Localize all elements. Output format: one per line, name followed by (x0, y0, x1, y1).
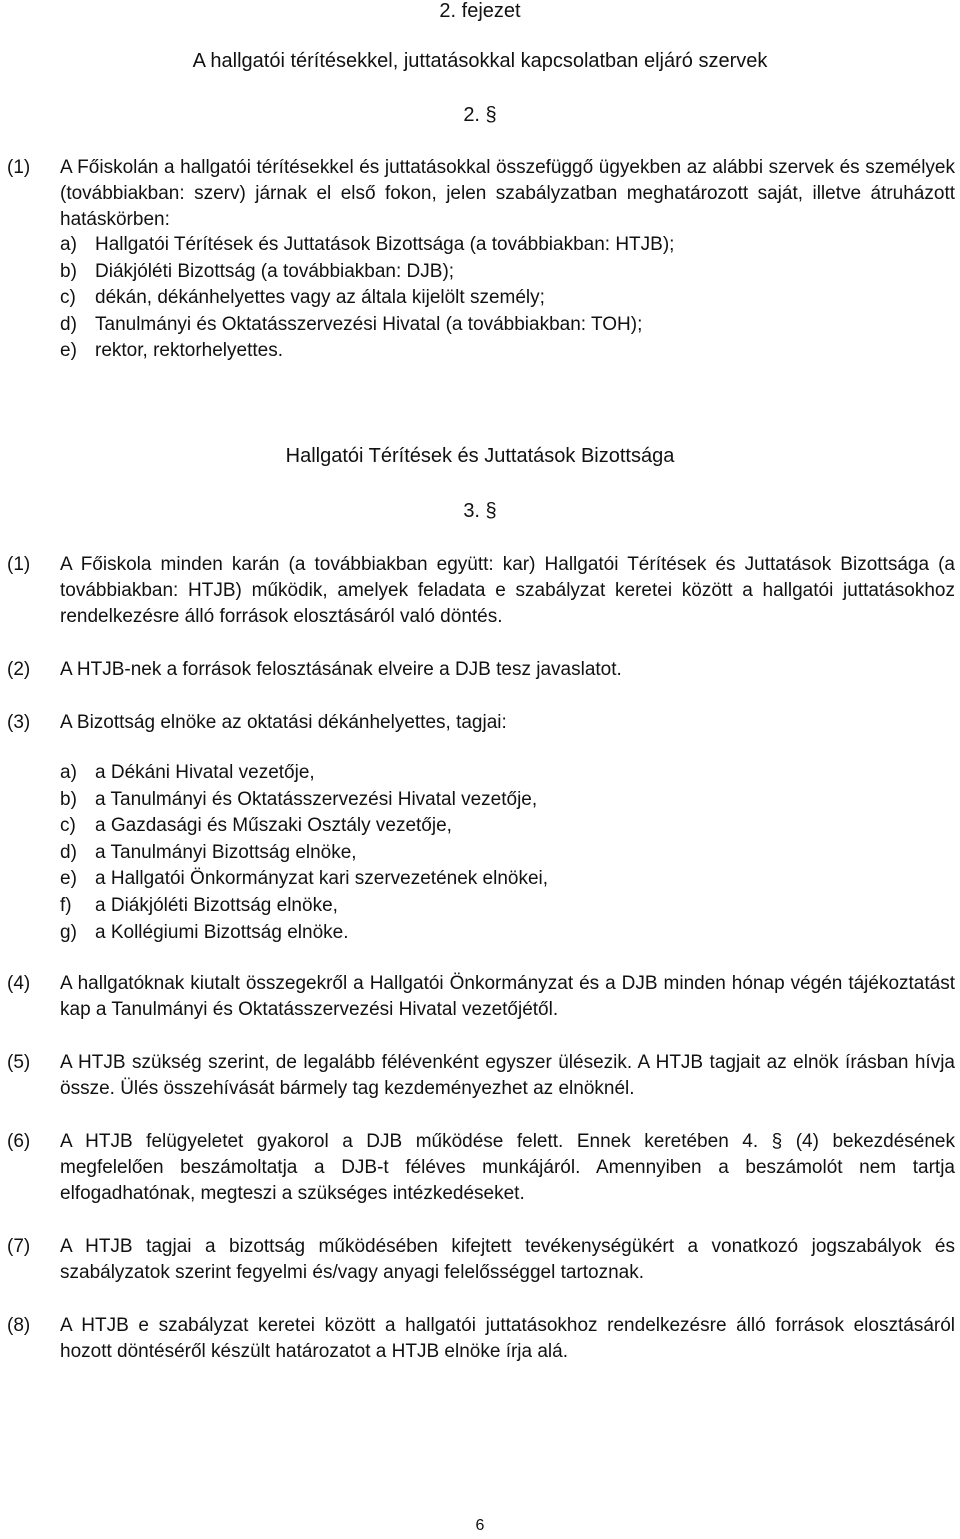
list-text: a Kollégiumi Bizottság elnöke. (95, 921, 349, 943)
committee-members-list (60, 760, 940, 946)
page-number: 6 (475, 1517, 485, 1534)
list-text: rektor, rektorhelyettes. (95, 340, 283, 362)
list-item (60, 232, 940, 259)
list-text: dékán, dékánhelyettes vagy az általa kijelölt személy; (95, 287, 545, 309)
list-label: c) (60, 815, 76, 837)
list-label: g) (60, 921, 77, 943)
list-item (60, 813, 940, 840)
chapter-label: 2. fejezet (439, 0, 521, 22)
section-2-organ-list (60, 232, 940, 365)
list-text: a Gazdasági és Műszaki Osztály vezetője, (95, 815, 452, 837)
list-text: a Tanulmányi Bizottság elnöke, (95, 841, 357, 863)
paragraph-number: (1) (7, 157, 31, 178)
paragraph-number: (7) (7, 1236, 31, 1257)
paragraph-number: (5) (7, 1052, 31, 1073)
list-text: a Dékáni Hivatal vezetője, (95, 762, 315, 783)
paragraph-text: A Főiskolán a hallgatói térítésekkel és juttatásokkal összefüggő ügyekben az alábbi szervek és személyek (továbbiakban: szerv) járnak el első fokon, jelen szabályzatban meghatározott saját, illetve átruházott hatáskörben: (60, 157, 955, 230)
list-label: c) (60, 287, 76, 309)
list-label: d) (60, 841, 77, 863)
list-label: a) (60, 762, 77, 783)
list-item (60, 866, 940, 893)
list-item (60, 760, 940, 787)
section-2-label: 2. § (463, 104, 497, 126)
paragraph-number: (3) (7, 712, 31, 733)
list-label: e) (60, 868, 77, 890)
list-text: a Tanulmányi és Oktatásszervezési Hivatal vezetője, (95, 788, 538, 810)
paragraph-number: (2) (7, 659, 31, 680)
list-label: d) (60, 313, 77, 335)
list-item (60, 920, 940, 947)
paragraph-number: (4) (7, 973, 31, 994)
list-text: Tanulmányi és Oktatásszervezési Hivatal (a továbbiakban: TOH); (95, 313, 643, 335)
list-label: a) (60, 234, 77, 255)
paragraph-number: (1) (7, 554, 31, 575)
list-label: f) (60, 894, 72, 916)
list-label: b) (60, 260, 77, 282)
paragraph-text: A HTJB tagjai a bizottság működésében kifejtett tevékenységükért a vonatkozó jogszabályok és szabályzatok szerint fegyelmi és/vagy anyagi felelősséggel tartoznak. (60, 1236, 955, 1283)
section-3-label: 3. § (463, 500, 497, 522)
list-text: a Diákjóléti Bizottság elnöke, (95, 894, 338, 916)
paragraph-number: (6) (7, 1131, 31, 1152)
list-text: Hallgatói Térítések és Juttatások Bizottsága (a továbbiakban: HTJB); (95, 234, 675, 255)
list-item (60, 787, 940, 814)
committee-subtitle: Hallgatói Térítések és Juttatások Bizottsága (285, 445, 675, 467)
chapter-title: A hallgatói térítésekkel, juttatásokkal kapcsolatban eljáró szervek (192, 50, 768, 72)
list-item (60, 285, 940, 312)
list-item (60, 840, 940, 867)
paragraph-text: A hallgatóknak kiutalt összegekről a Hallgatói Önkormányzat és a DJB minden hónap végén tájékoztatást kap a Tanulmányi és Oktatásszervezési Hivatal vezetőjétől. (60, 973, 955, 1020)
list-item (60, 259, 940, 286)
list-text: a Hallgatói Önkormányzat kari szervezetének elnökei, (95, 868, 549, 890)
list-text: Diákjóléti Bizottság (a továbbiakban: DJB); (95, 260, 455, 282)
paragraph-text: A HTJB-nek a források felosztásának elveire a DJB tesz javaslatot. (60, 659, 622, 680)
list-label: b) (60, 788, 77, 810)
list-item (60, 893, 940, 920)
paragraph-number: (8) (7, 1315, 31, 1336)
paragraph-text: A HTJB felügyeletet gyakorol a DJB működése felett. Ennek keretében 4. § (4) bekezdésének megfelelően beszámoltatja a DJB-t féléves munkájáról. Amennyiben a beszámolót nem tartja elfogadhatónak, megteszi a szükséges intézkedéseket. (60, 1131, 955, 1204)
paragraph-text: A HTJB e szabályzat keretei között a hallgatói juttatásokhoz rendelkezésre álló források elosztásáról hozott döntéséről készült határozatot a HTJB elnöke írja alá. (60, 1315, 955, 1362)
list-item (60, 312, 940, 339)
list-item (60, 338, 940, 365)
paragraph-text: A Főiskola minden karán (a továbbiakban együtt: kar) Hallgatói Térítések és Juttatások Bizottsága (a továbbiakban: HTJB) működik, amelyek feladata e szabályzat keretei között a hallgatói juttatásokhoz rendelkezésre álló források elosztásáról való döntés. (60, 554, 955, 627)
list-label: e) (60, 340, 77, 362)
paragraph-text: A HTJB szükség szerint, de legalább félévenként egyszer ülésezik. A HTJB tagjait az elnök írásban hívja össze. Ülés összehívását bármely tag kezdeményezhet az elnöknél. (60, 1052, 955, 1099)
paragraph-text: A Bizottság elnöke az oktatási dékánhelyettes, tagjai: (60, 712, 507, 733)
